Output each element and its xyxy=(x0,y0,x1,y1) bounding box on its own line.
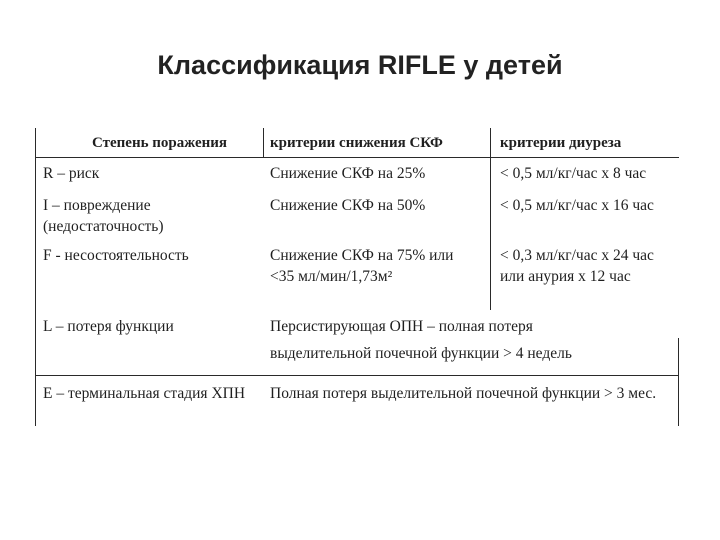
row-f-diuresis: < 0,3 мл/кг/час х 24 час или анурия х 12 час xyxy=(500,247,654,285)
row-e-stage: E – терминальная стадия ХПН xyxy=(43,385,246,402)
row-i-gfr: Снижение СКФ на 50% xyxy=(270,197,426,214)
row-f-stage: F - несостоятельность xyxy=(43,247,189,264)
header-gfr: критерии снижения СКФ xyxy=(270,135,443,151)
row-i-diuresis: < 0,5 мл/кг/час х 16 час xyxy=(500,197,654,214)
row-e-criteria: Полная потеря выделительной почечной функции > 3 мес. xyxy=(270,385,657,402)
col-divider-2 xyxy=(490,128,491,310)
row-l-criteria-line1: Персистирующая ОПН – полная потеря xyxy=(270,318,533,335)
row-i-stage: I – повреждение (недостаточность) xyxy=(43,197,164,235)
header-diuresis: критерии диуреза xyxy=(500,135,622,151)
row-l-stage: L – потеря функции xyxy=(43,318,174,335)
row-divider-l xyxy=(35,375,679,376)
row-r-stage: R – риск xyxy=(43,165,100,182)
row-f-gfr: Снижение СКФ на 75% или <35 мл/мин/1,73м² xyxy=(270,247,454,285)
row-l-criteria-line2: выделительной почечной функции > 4 недель xyxy=(270,345,572,362)
page-title: Классификация RIFLE у детей xyxy=(157,50,563,80)
table-left-border xyxy=(35,128,36,426)
header-stage: Степень поражения xyxy=(92,135,228,151)
header-underline xyxy=(35,157,679,158)
row-r-gfr: Снижение СКФ на 25% xyxy=(270,165,426,182)
row-r-diuresis: < 0,5 мл/кг/час х 8 час xyxy=(500,165,647,182)
